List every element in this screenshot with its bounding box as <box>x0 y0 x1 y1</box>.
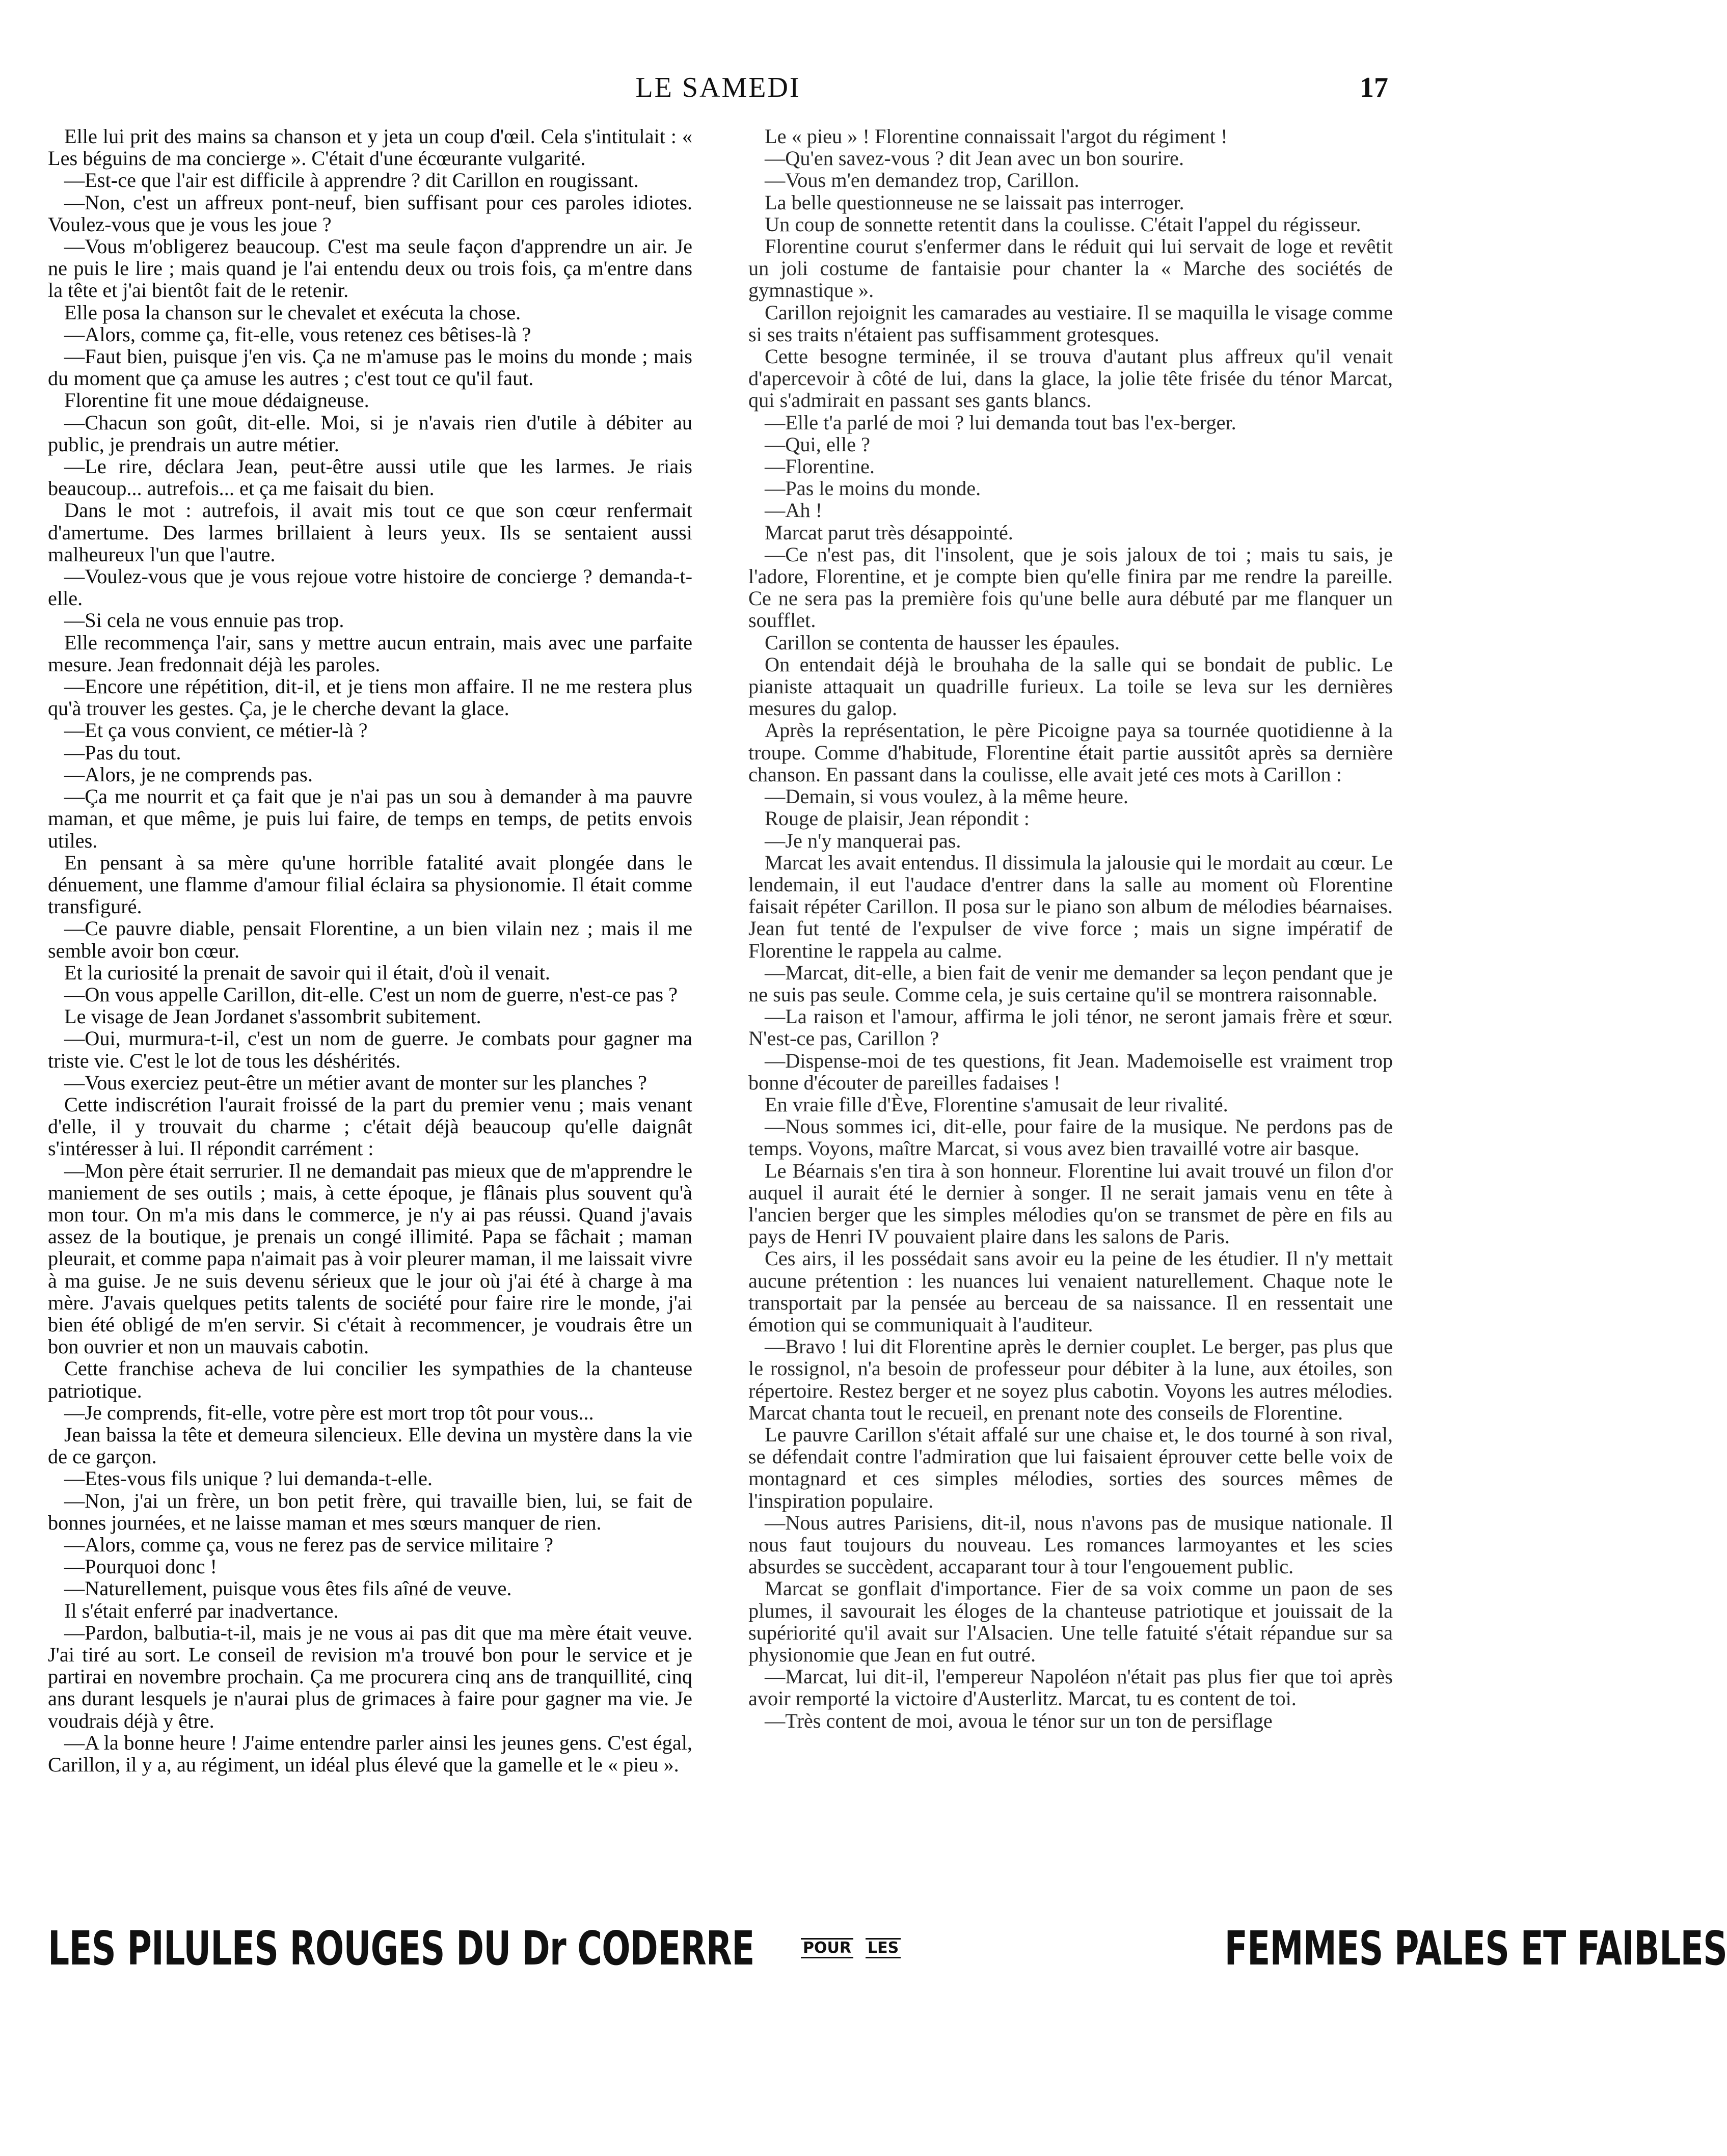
paragraph: Et la curiosité la prenait de savoir qui il était, d'où il venait. <box>64 961 550 984</box>
left-column <box>48 125 692 1908</box>
paragraph: Elle lui prit des mains sa chanson et y jeta un coup d'œil. Cela s'intitulait : « Les béguins de ma concierge ». C'était d'une écœurante vulgarité. <box>48 125 692 170</box>
paragraph: —Naturellement, puisque vous êtes fils aîné de veuve. <box>64 1577 512 1600</box>
paragraph: —Marcat, lui dit-il, l'empereur Napoléon n'était pas plus fier que toi après avoir remporté la victoire d'Austerlitz. Marcat, tu es content de toi. <box>748 1665 1393 1710</box>
paragraph: —Voulez-vous que je vous rejoue votre histoire de concierge ? demanda-t-elle. <box>48 565 692 610</box>
paragraph: —Florentine. <box>765 455 875 478</box>
paragraph: —Non, c'est un affreux pont-neuf, bien suffisant pour ces paroles idiotes. Voulez-vous que je vous les joue ? <box>48 190 692 236</box>
paragraph: —Très content de moi, avoua le ténor sur un ton de persiflage <box>765 1709 1273 1732</box>
paragraph: Le Béarnais s'en tira à son honneur. Florentine lui avait trouvé un filon d'or auquel il aurait été le dernier à songer. Il ne serait jamais venu en tête à l'ancien berger que les simples mélodies qu'on se transmet de père en fils au pays de Henri IV pouvaient plaire dans les salons de Paris. <box>748 1159 1393 1248</box>
paragraph: —Le rire, déclara Jean, peut-être aussi utile que les larmes. Je riais beaucoup... autrefois... et ça me faisait du bien. <box>48 455 692 500</box>
paragraph: —Marcat, dit-elle, a bien fait de venir me demander sa leçon pendant que je ne suis pas seule. Comme cela, je suis certaine qu'il se montrera raisonnable. <box>748 961 1393 1006</box>
paragraph: —Vous exerciez peut-être un métier avant de monter sur les planches ? <box>64 1071 647 1094</box>
paragraph: Rouge de plaisir, Jean répondit : <box>765 807 1030 830</box>
paragraph: Le « pieu » ! Florentine connaissait l'argot du régiment ! <box>765 125 1228 148</box>
paragraph: Le visage de Jean Jordanet s'assombrit subitement. <box>64 1005 481 1028</box>
article-body <box>48 125 1393 1908</box>
paragraph: Le pauvre Carillon s'était affalé sur une chaise et, le dos tourné à son rival, se défendait contre l'admiration que lui faisaient éprouver cette belle voix de montagnard et ces simples mélodies, sorties des sources mêmes de l'inspiration populaire. <box>748 1423 1393 1512</box>
paragraph: Il s'était enferré par inadvertance. <box>64 1599 339 1622</box>
paragraph: Marcat parut très désappointé. <box>765 521 1013 544</box>
page-header <box>48 72 1388 118</box>
paragraph: Cette franchise acheva de lui concilier les sympathies de la chanteuse patriotique. <box>48 1357 692 1402</box>
paragraph: En pensant à sa mère qu'une horrible fatalité avait plongée dans le dénuement, une flamme d'amour filial éclaira sa physionomie. Il était comme transfiguré. <box>48 851 692 918</box>
paragraph: Cette indiscrétion l'aurait froissé de la part du premier venu ; mais venant d'elle, il y trouvait du charme ; c'était déjà beaucoup qu'elle daignât s'intéresser à lui. Il répondit carrément : <box>48 1093 692 1160</box>
paragraph: —Nous sommes ici, dit-elle, pour faire de la musique. Ne perdons pas de temps. Voyons, maître Marcat, si vous avez bien travaillé votre air basque. <box>748 1115 1393 1160</box>
paragraph: Jean baissa la tête et demeura silencieux. Elle devina un mystère dans la vie de ce garçon. <box>48 1423 692 1468</box>
right-column <box>748 125 1393 1908</box>
paragraph: —Si cela ne vous ennuie pas trop. <box>64 609 344 632</box>
paragraph: Marcat se gonflait d'importance. Fier de sa voix comme un paon de ses plumes, il savourait les éloges de la chanteuse patriotique et jouissait de la supériorité qu'il avait sur l'Alsacien. Une telle fatuité s'était répandue sur sa physionomie que Jean en fut outré. <box>748 1577 1393 1667</box>
paragraph: —Alors, je ne comprends pas. <box>64 762 313 786</box>
ad-word-les: LES <box>866 1938 901 1958</box>
paragraph: Florentine fit une moue dédaigneuse. <box>64 389 369 412</box>
paragraph: —Vous m'en demandez trop, Carillon. <box>765 169 1080 192</box>
paragraph: —Pas du tout. <box>64 741 181 764</box>
paragraph: —Qui, elle ? <box>765 432 871 456</box>
paragraph: —Demain, si vous voulez, à la même heure. <box>765 785 1128 808</box>
paragraph: Elle recommença l'air, sans y mettre aucun entrain, mais avec une parfaite mesure. Jean fredonnait déjà les paroles. <box>48 631 692 676</box>
paragraph: Marcat les avait entendus. Il dissimula la jalousie qui le mordait au cœur. Le lendemain, il eut l'audace d'entrer dans la salle au moment où Florentine faisait répéter Carillon. Il posa sur le piano son album de mélodies béarnaises. Jean fut tenté de l'expulser de vive force ; mais un signe impératif de Florentine le rappela au calme. <box>748 851 1393 962</box>
paragraph: —A la bonne heure ! J'aime entendre parler ainsi les jeunes gens. C'est égal, Carillon, il y a, au régiment, un idéal plus élevé que la gamelle et le « pieu ». <box>48 1731 692 1777</box>
paragraph: —Ah ! <box>765 499 823 522</box>
paragraph: Elle posa la chanson sur le chevalet et exécuta la chose. <box>64 301 521 324</box>
paragraph: Carillon rejoignit les camarades au vestiaire. Il se maquilla le visage comme si ses traits n'étaient pas suffisamment grotesques. <box>748 301 1393 346</box>
paragraph: Carillon se contenta de hausser les épaules. <box>765 631 1120 654</box>
paragraph: —Ce n'est pas, dit l'insolent, que je sois jaloux de toi ; mais tu sais, je l'adore, Florentine, et je compte bien qu'elle finira par me rendre la pareille. Ce ne sera pas la première fois qu'une belle aura débuté par me flanquer un soufflet. <box>748 542 1393 632</box>
paragraph: On entendait déjà le brouhaha de la salle qui se bondait de public. Le pianiste attaquait un quadrille furieux. La toile se leva sur les dernières mesures du galop. <box>748 652 1393 720</box>
ad-left-text: LES PILULES ROUGES DU Dr CODERRE <box>48 1921 754 1976</box>
paragraph: Ces airs, il les possédait sans avoir eu la peine de les étudier. Il n'y mettait aucune prétention : les nuances lui venaient naturellement. Chaque note le transportait par la pensée au berceau de sa naissance. Il en ressentait une émotion qui se communiquait à l'auditeur. <box>748 1247 1393 1336</box>
paragraph: —Et ça vous convient, ce métier-là ? <box>64 719 368 742</box>
paragraph: —Pourquoi donc ! <box>64 1555 217 1578</box>
paragraph: Florentine courut s'enfermer dans le réduit qui lui servait de loge et revêtit un joli costume de fantaisie pour chanter la « Marche des sociétés de gymnastique ». <box>748 235 1393 302</box>
paragraph: —Je n'y manquerai pas. <box>765 829 961 852</box>
paragraph: —Chacun son goût, dit-elle. Moi, si je n'avais rien d'utile à débiter au public, je prendrais un autre métier. <box>48 411 692 456</box>
paragraph: Cette besogne terminée, il se trouva d'autant plus affreux qu'il venait d'apercevoir à côté de lui, dans la glace, la jolie tête frisée du ténor Marcat, qui s'admirait en passant ses gants blancs. <box>748 345 1393 412</box>
paragraph: Dans le mot : autrefois, il avait mis tout ce que son cœur renfermait d'amertume. Des larmes brillaient à leurs yeux. Ils se sentaient aussi malheureux l'un que l'autre. <box>48 499 692 566</box>
paragraph: —Ça me nourrit et ça fait que je n'ai pas un sou à demander à ma pauvre maman, et que même, je puis lui faire, de temps en temps, de petits envois utiles. <box>48 785 692 852</box>
paragraph: —Faut bien, puisque j'en vis. Ça ne m'amuse pas le moins du monde ; mais du moment que ça amuse les autres ; c'est tout ce qu'il faut. <box>48 345 692 390</box>
paragraph: —Alors, comme ça, fit-elle, vous retenez ces bêtises-là ? <box>64 322 531 346</box>
page-number: 17 <box>1360 72 1388 103</box>
paragraph: —Qu'en savez-vous ? dit Jean avec un bon sourire. <box>765 147 1184 170</box>
publication-title: LE SAMEDI <box>635 72 801 103</box>
paragraph: —Encore une répétition, dit-il, et je tiens mon affaire. Il ne me restera plus qu'à trouver les gestes. Ça, je le cherche devant la glace. <box>48 675 692 720</box>
paragraph: —Mon père était serrurier. Il ne demandait pas mieux que de m'apprendre le maniement de ses outils ; mais, à cette époque, je flânais plus souvent qu'à mon tour. On m'a mis dans le commerce, je n'y ai pas réussi. Quand j'avais assez de la boutique, je prenais un congé illimité. Papa se fâchait ; maman pleurait, et comme papa n'aimait pas à voir pleurer maman, il me laissait vivre à ma guise. Je ne suis devenu sérieux que le jour où j'ai été à charge à ma mère. J'avais quelques petits talents de société pour faire rire le monde, j'ai bien été obligé de m'en servir. Si c'était à recommencer, je voudrais être un bon ouvrier et non un mauvais cabotin. <box>48 1159 692 1358</box>
paragraph: —La raison et l'amour, affirma le joli ténor, ne seront jamais frère et sœur. N'est-ce pas, Carillon ? <box>748 1005 1393 1050</box>
paragraph: —Ce pauvre diable, pensait Florentine, a un bien vilain nez ; mais il me semble avoir bon cœur. <box>48 917 692 962</box>
paragraph: —Vous m'obligerez beaucoup. C'est ma seule façon d'apprendre un air. Je ne puis le lire ; mais quand je l'ai entendu deux ou trois fois, ça m'entre dans la tête et j'ai bientôt fait de le retenir. <box>48 235 692 302</box>
ad-right-text: FEMMES PALES ET FAIBLES <box>1224 1921 1727 1976</box>
paragraph: —Bravo ! lui dit Florentine après le dernier couplet. Le berger, pas plus que le rossignol, n'a besoin de professeur pour débiter à la lune, aux étoiles, son répertoire. Restez berger et ne soyez plus cabotin. Voyons les autres mélodies. Marcat chanta tout le recueil, en prenant note des conseils de Florentine. <box>748 1335 1393 1424</box>
paragraph: —Je comprends, fit-elle, votre père est mort trop tôt pour vous... <box>64 1401 594 1424</box>
ad-middle-text <box>801 1938 901 1958</box>
paragraph: —Dispense-moi de tes questions, fit Jean. Mademoiselle est vraiment trop bonne d'écouter de pareilles fadaises ! <box>748 1049 1393 1094</box>
paragraph: —Est-ce que l'air est difficile à apprendre ? dit Carillon en rougissant. <box>64 169 639 192</box>
paragraph: —Oui, murmura-t-il, c'est un nom de guerre. Je combats pour gagner ma triste vie. C'est le lot de tous les déshérités. <box>48 1027 692 1072</box>
paragraph: —Non, j'ai un frère, un bon petit frère, qui travaille bien, lui, se fait de bonnes journées, et ne laisse maman et mes sœurs manquer de rien. <box>48 1489 692 1534</box>
paragraph: —On vous appelle Carillon, dit-elle. C'est un nom de guerre, n'est-ce pas ? <box>64 983 678 1006</box>
paragraph: —Nous autres Parisiens, dit-il, nous n'avons pas de musique nationale. Il nous faut toujours du nouveau. Les romances larmoyantes et les scies absurdes se succèdent, accaparant tour à tour l'engouement public. <box>748 1511 1393 1578</box>
advertisement-banner <box>48 1918 1727 1979</box>
paragraph: Après la représentation, le père Picoigne paya sa tournée quotidienne à la troupe. Comme d'habitude, Florentine était partie aussitôt après sa dernière chanson. En passant dans la coulisse, elle avait jeté ces mots à Carillon : <box>748 719 1393 786</box>
paragraph: —Elle t'a parlé de moi ? lui demanda tout bas l'ex-berger. <box>765 411 1236 434</box>
ad-word-pour: POUR <box>801 1938 853 1958</box>
paragraph: En vraie fille d'Ève, Florentine s'amusait de leur rivalité. <box>765 1093 1228 1116</box>
paragraph: La belle questionneuse ne se laissait pas interroger. <box>765 190 1184 214</box>
paragraph: —Alors, comme ça, vous ne ferez pas de service militaire ? <box>64 1533 554 1556</box>
paragraph: —Etes-vous fils unique ? lui demanda-t-elle. <box>64 1467 433 1490</box>
paragraph: —Pas le moins du monde. <box>765 477 981 500</box>
paragraph: Un coup de sonnette retentit dans la coulisse. C'était l'appel du régisseur. <box>765 212 1361 236</box>
paragraph: —Pardon, balbutia-t-il, mais je ne vous ai pas dit que ma mère était veuve. J'ai tiré au sort. Le conseil de revision m'a trouvé bon pour le service et je partirai en novembre prochain. Ça me procurera cinq ans de tranquillité, cinq ans durant lesquels je n'aurai plus de grimaces à faire pour gagner ma vie. Je voudrais déjà y être. <box>48 1621 692 1732</box>
